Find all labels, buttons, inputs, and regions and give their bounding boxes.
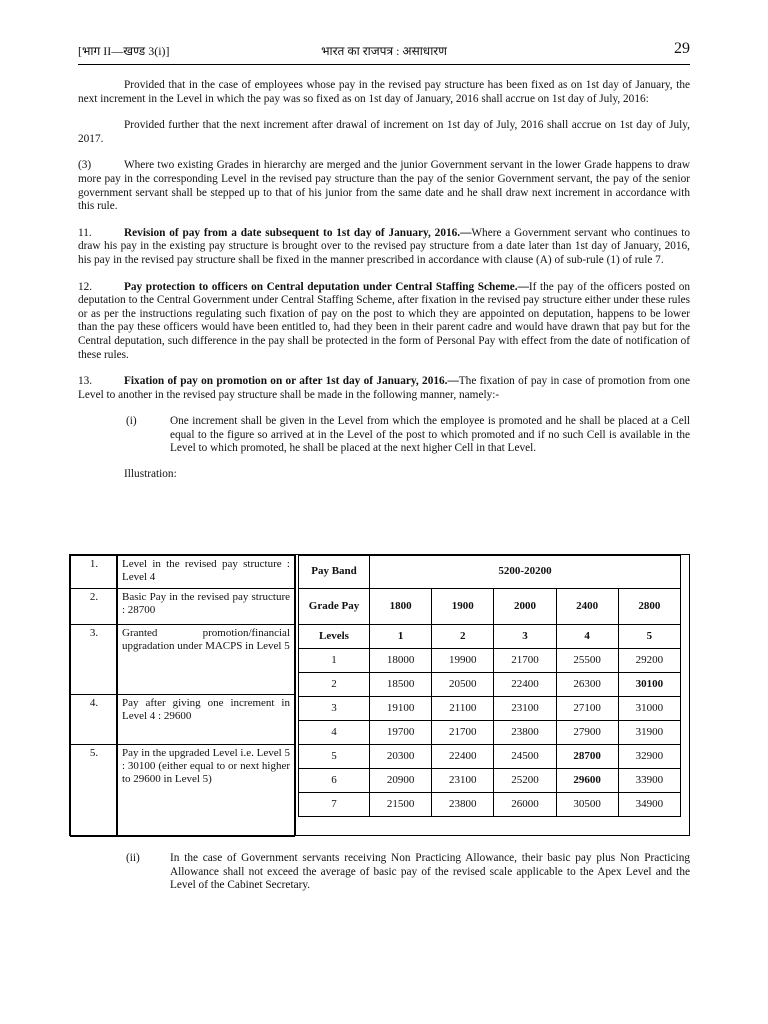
cell-index: 6 [299,769,370,793]
matrix-cell: 20900 [370,769,432,793]
matrix-cell: 24500 [494,745,556,769]
pay-band-value: 5200-20200 [370,556,681,589]
matrix-cell-highlight: 28700 [556,745,618,769]
matrix-cell: 23100 [432,769,494,793]
paragraph-text: Where two existing Grades in hierarchy are merged and the junior Government servant in the lower Grade happens to draw more pay in the corresponding Level in the revised pay structure than the pay of the senior Government servant, the pay of the senior government servant shall be stepped up to that of his junior from the same date and he shall draw next increment in accordance with this rule. [78,159,690,213]
grade-pay-cell: 2000 [494,589,556,625]
matrix-cell: 32900 [618,745,680,769]
matrix-cell: 27100 [556,697,618,721]
step-text: Granted promotion/financial upgradation under MACPS in Level 5 [118,625,295,695]
clause-text: One increment shall be given in the Level from which the employee is promoted and he shall be placed at a Cell equal to the figure so arrived at in the Level of the post to which promoted and if no such Cell is available in the Level to which promoted, he shall be placed at the next higher Cell in that Level. [170,415,690,455]
clause-i [78,415,690,456]
rule-13 [78,375,690,402]
matrix-cell: 19700 [370,721,432,745]
grade-pay-cell: 1900 [432,589,494,625]
step-text: Pay after giving one increment in Level 4 : 29600 [118,695,295,745]
cell-index: 4 [299,721,370,745]
pay-matrix-table [298,555,681,817]
grade-pay-label: Grade Pay [299,589,370,625]
matrix-cell: 25500 [556,649,618,673]
matrix-cell: 27900 [556,721,618,745]
matrix-cell: 26300 [556,673,618,697]
matrix-cell: 21700 [432,721,494,745]
matrix-row [299,793,681,817]
rule-11 [78,227,690,268]
grade-pay-cell: 1800 [370,589,432,625]
matrix-cell: 20300 [370,745,432,769]
matrix-cell: 33900 [618,769,680,793]
matrix-row [299,649,681,673]
rule-title: Revision of pay from a date subsequent to 1st day of January, 2016.— [124,226,472,239]
matrix-row [299,697,681,721]
document-body-continued [78,852,690,905]
matrix-cell: 26000 [494,793,556,817]
matrix-cell: 31900 [618,721,680,745]
matrix-cell-highlight: 29600 [556,769,618,793]
step-number: 5. [71,745,118,837]
matrix-cell: 19900 [432,649,494,673]
matrix-cell: 19100 [370,697,432,721]
page-number: 29 [674,40,690,57]
level-header-cell: 1 [370,625,432,649]
paragraph-proviso-2: Provided further that the next increment after drawal of increment on 1st day of July, 2016 shall accrue on 1st day of July, 2017. [78,119,690,145]
column-divider [116,555,117,835]
grade-pay-cell: 2800 [618,589,680,625]
rule-number: 11. [78,226,92,239]
rule-12 [78,281,690,363]
matrix-cell: 20500 [432,673,494,697]
matrix-cell: 34900 [618,793,680,817]
step-number: 1. [71,556,118,589]
gazette-title: भारत का राजपत्र : असाधारण [321,44,447,58]
cell-index: 5 [299,745,370,769]
rule-title: Fixation of pay on promotion on or after 1st day of January, 2016.— [124,375,459,388]
level-header-cell: 4 [556,625,618,649]
level-header-cell: 5 [618,625,680,649]
matrix-cell: 21500 [370,793,432,817]
paragraph-3 [78,159,690,213]
page-header [78,40,690,61]
rule-text: Where a Government servant who continues to draw his pay in the existing pay structure is brought over to the revised pay structure from a date later than 1st day of January, 2016, his pay in the revised pay structure shall be fixed in the manner prescribed in accordance with clause (A) of sub-rule (1) of rule 7. [78,226,690,266]
step-text: Pay in the upgraded Level i.e. Level 5 : 30100 (either equal to or next higher to 29600 in Level 5) [118,745,295,837]
clause-text: In the case of Government servants receiving Non Practicing Allowance, their basic pay plus Non Practicing Allowance shall not exceed the average of basic pay of the revised scale applicable to the Apex Level and the Level of the Cabinet Secretary. [170,852,690,892]
column-divider [295,555,296,835]
matrix-cell: 30500 [556,793,618,817]
matrix-cell: 21700 [494,649,556,673]
cell-index: 1 [299,649,370,673]
matrix-row [299,673,681,697]
clause-marker: (ii) [126,852,140,864]
pay-band-label: Pay Band [299,556,370,589]
steps-table [70,555,295,837]
cell-index: 7 [299,793,370,817]
matrix-cell: 23800 [494,721,556,745]
rule-number: 13. [78,375,93,388]
clause-marker: (i) [126,415,137,428]
paragraph-proviso-1: Provided that in the case of employees whose pay in the revised pay structure has been fixed as on 1st day of January, the next increment in the Level in which the pay was so fixed as on 1st day of January, 2016 shall accrue on 1st day of July, 2016: [78,79,690,105]
document-body [78,79,690,486]
header-rule [78,64,690,65]
level-header-cell: 2 [432,625,494,649]
matrix-cell: 23100 [494,697,556,721]
matrix-cell: 29200 [618,649,680,673]
part-section-label: [भाग II—खण्ड 3(i)] [78,44,170,58]
matrix-cell: 18000 [370,649,432,673]
rule-text: If the pay of the officers posted on deputation to the Central Government under Central Staffing Scheme, after fixation in the revised pay structure either under these rules or as per the instructions regulating such fixation of pay on the post to which they are appointed on deputation, happens to be lower than the pay these officers would have been entitled to, had they been in their parent cadre and would have drawn that pay but for the Central deputation, such difference in the pay shall be protected in the form of Personal Pay with effect from the date of notification of these rules. [78,280,690,361]
illustration-table [69,554,690,836]
matrix-cell: 21100 [432,697,494,721]
cell-index: 2 [299,673,370,697]
paragraph-number: (3) [78,159,92,172]
illustration-label: Illustration: [124,468,177,481]
rule-title: Pay protection to officers on Central deputation under Central Staffing Scheme.— [124,280,529,293]
matrix-cell: 22400 [432,745,494,769]
matrix-cell: 18500 [370,673,432,697]
clause-ii [78,852,690,893]
grade-pay-cell: 2400 [556,589,618,625]
rule-text: The fixation of pay in case of promotion from one Level to another in the revised pay structure shall be made in the following manner, namely:- [78,375,690,401]
matrix-cell: 25200 [494,769,556,793]
matrix-cell: 23800 [432,793,494,817]
matrix-row [299,745,681,769]
matrix-cell: 22400 [494,673,556,697]
step-text: Basic Pay in the revised pay structure : 28700 [118,589,295,625]
step-number: 3. [71,625,118,695]
step-text: Level in the revised pay structure : Level 4 [118,556,295,589]
level-header-cell: 3 [494,625,556,649]
matrix-row [299,721,681,745]
levels-label: Levels [299,625,370,649]
matrix-cell: 31000 [618,697,680,721]
step-number: 4. [71,695,118,745]
matrix-cell-highlight: 30100 [618,673,680,697]
step-number: 2. [71,589,118,625]
cell-index: 3 [299,697,370,721]
rule-number: 12. [78,280,93,293]
matrix-row [299,769,681,793]
